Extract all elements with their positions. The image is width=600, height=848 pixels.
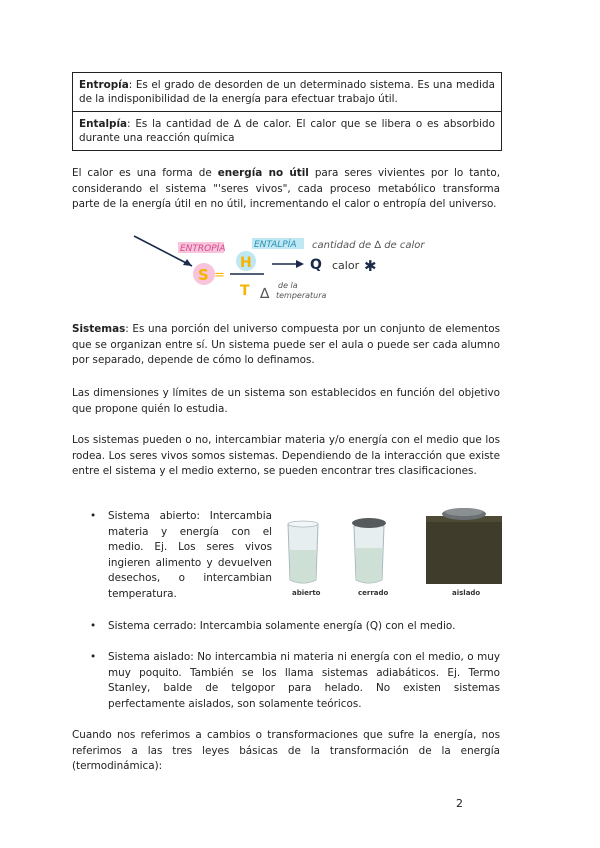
label-cantidad: cantidad de ∆ de calor: [312, 240, 425, 251]
para1-pre: El calor es una forma de: [72, 167, 218, 179]
bullet-abierto: [90, 509, 276, 605]
label-entalpia: ENTALPÍA: [254, 240, 297, 250]
bullet-dot-icon: •: [90, 620, 97, 632]
systems-figure: [280, 502, 512, 602]
symbol-s: S: [198, 266, 209, 284]
bullet-dot-icon: •: [90, 510, 97, 522]
figure-label-abierto: abierto: [292, 589, 321, 597]
sistemas-text: : Es una porción del universo compuesta por un conjunto de elementos que se organizan entre sí. Un sistema puede ser el aula o puede ser cada alumno por separado, depende de cómo lo definamos.: [72, 323, 500, 366]
definition-entalpia-text: : Es la cantidad de ∆ de calor. El calor que se libera o es absorbido durante una reacción química: [79, 118, 495, 144]
bullet-aislado-text: Sistema aislado: No intercambia ni materia ni energía con el medio, o muy muy poquito. También se los llama sistemas adiabáticos. Ej. Termo Stanley, balde de telgopor para helado. No existen sistemas perfectamente aislados, son solamente teóricos.: [108, 651, 500, 710]
box-isolated: [426, 508, 502, 584]
para1-bold: energía no útil: [217, 167, 309, 179]
label-temp-1: de la: [278, 281, 298, 290]
asterisk-icon: ✱: [364, 257, 377, 275]
bullet-aislado: [90, 650, 500, 714]
symbol-q: Q: [310, 257, 322, 273]
figure-label-aislado: aislado: [452, 589, 481, 597]
paragraph-intercambio: Los sistemas pueden o no, intercambiar materia y/o energía con el medio que los rodea. Los seres vivos somos sistemas. Dependiendo de la interacción que existe entre el sistema y el medio externo, se pueden encontrar tres clasificaciones.: [72, 434, 500, 477]
label-calor: calor: [332, 259, 360, 272]
paragraph-dimensiones: Las dimensiones y límites de un sistema son establecidos en función del objetivo que propone quién lo estudia.: [72, 387, 500, 415]
bullet-dot-icon: •: [90, 651, 97, 663]
para1-post: para seres vivientes por lo tanto, considerando el sistema "'seres vivos", cada proceso metabólico transforma parte de la energía útil en no útil, incrementando el calor o entropía del universo.: [72, 167, 500, 210]
symbol-equals: =: [214, 268, 225, 283]
label-temp-2: temperatura: [276, 291, 327, 300]
entropy-diagram: [120, 228, 480, 308]
label-entropia: ENTROPÍA: [180, 244, 226, 254]
definition-entropia-text: : Es el grado de desorden de un determinado sistema. Es una medida de la indisponibilidad de la energía para efectuar trabajo útil.: [79, 79, 495, 105]
bullet-cerrado: [90, 619, 500, 635]
paragraph-calor: [72, 166, 500, 213]
term-entalpia: Entalpía: [79, 118, 128, 130]
arrow-to-q-head: [296, 260, 304, 268]
symbol-t: T: [240, 283, 250, 299]
paragraph-sistemas: [72, 322, 500, 369]
definition-entalpia: [73, 111, 501, 150]
bullet-abierto-text: Sistema abierto: Intercambia materia y energía con el medio. Ej. Los seres vivos ingieren alimento y devuelven desechos, o intercambian temperatura.: [108, 510, 272, 600]
paragraph-final: Cuando nos referimos a cambios o transformaciones que sufre la energía, nos referimos a las tres leyes básicas de la transformación de la energía (termodinámica):: [72, 729, 500, 772]
beaker-closed: [352, 518, 386, 583]
definition-entropia: [73, 73, 501, 111]
symbol-delta: ∆: [260, 286, 270, 302]
figure-label-cerrado: cerrado: [358, 589, 389, 597]
beaker-open: [288, 521, 318, 583]
bullet-cerrado-text: Sistema cerrado: Intercambia solamente energía (Q) con el medio.: [108, 620, 456, 632]
term-sistemas: Sistemas: [72, 323, 126, 335]
definitions-box: [72, 72, 502, 151]
term-entropia: Entropía: [79, 79, 129, 91]
page-number: 2: [456, 797, 463, 810]
symbol-h: H: [240, 255, 252, 271]
